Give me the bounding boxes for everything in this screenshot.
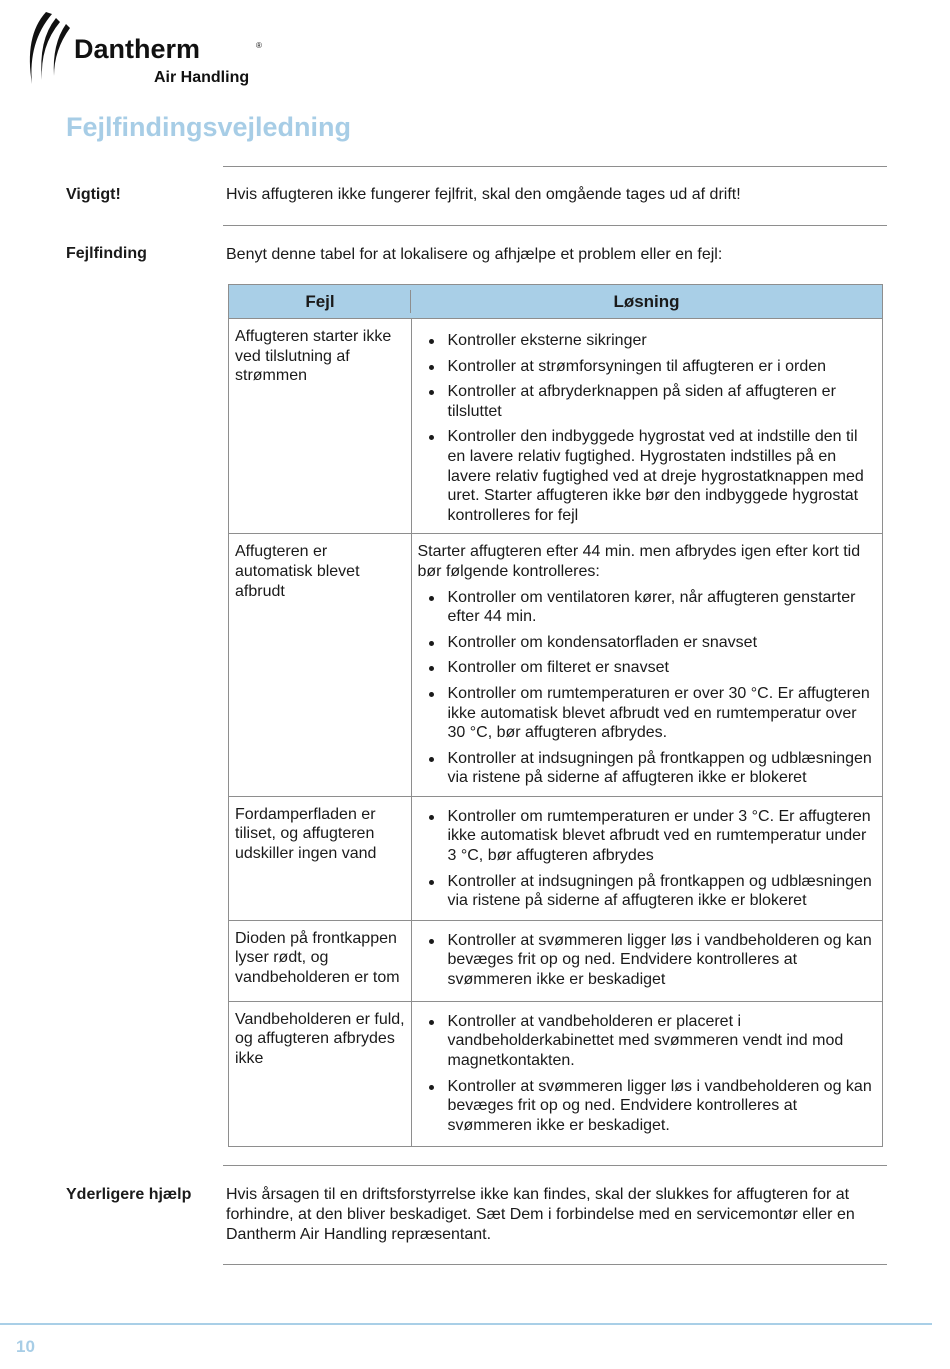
troubleshooting-label: Fejlfinding [66,245,147,262]
table-header-row [229,285,883,319]
divider [223,1165,887,1166]
important-label: Vigtigt! [66,186,121,203]
solution-item: Kontroller at indsugningen på frontkappen og udblæsningen via ristene på siderne af affugteren ikke er blokeret [418,872,877,911]
solution-item: Kontroller den indbyggede hygrostat ved at indstille den til en lavere relativ fugtighed. Hygrostaten indstilles på en lavere relativ fugtighed ved at dreje hygrostatknappen med uret. Starter affugteren ikke bør den indbyggede hygrostat kontrolleres for fejl [418,427,877,525]
further-help-label: Yderligere hjælp [66,1186,192,1203]
page-title: Fejlfindingsvejledning [66,112,352,142]
registered-mark: ® [256,41,262,50]
swoosh-mark-icon [30,12,70,84]
page-number: 10 [16,1337,35,1356]
solution-item: Kontroller at vandbeholderen er placeret i vandbeholderkabinettet med svømmeren vendt ind mod magnetkontakten. [418,1012,877,1071]
solution-item: Kontroller eksterne sikringer [418,331,877,351]
solution-item: Kontroller at afbryderknappen på siden af affugteren er tilsluttet [418,382,877,421]
table-row [229,534,883,797]
solution-cell [411,1001,883,1146]
footer-rule [0,1323,932,1325]
solution-intro: Starter affugteren efter 44 min. men afbrydes igen efter kort tid bør følgende kontrolleres: [417,543,861,580]
solution-cell [411,534,883,797]
fault-cell: Affugteren starter ikke ved tilslutning af strømmen [229,319,412,534]
solution-item: Kontroller at strømforsyningen til affugteren er i orden [418,357,877,377]
table-row [229,920,883,1001]
fault-cell: Fordamperfladen er tiliset, og affugteren udskiller ingen vand [229,796,412,920]
further-help-text: Hvis årsagen til en driftsforstyrrelse ikke kan findes, skal der slukkes for affugteren for at forhindre, at den bliver beskadiget. Sæt Dem i forbindelse med en servicemontør eller en Dantherm Air Handling repræsentant. [226,1186,855,1243]
table-row [229,796,883,920]
fault-cell: Affugteren er automatisk blevet afbrudt [229,534,412,797]
solution-item: Kontroller om filteret er snavset [418,658,877,678]
dantherm-logo [16,6,266,88]
divider [223,1264,887,1265]
solution-cell [411,920,883,1001]
divider [223,225,887,226]
fault-column-header: Fejl [229,285,412,319]
fault-cell: Dioden på frontkappen lyser rødt, og vandbeholderen er tom [229,920,412,1001]
troubleshooting-text: Benyt denne tabel for at lokalisere og afhjælpe et problem eller en fejl: [226,246,723,263]
table-row [229,319,883,534]
solution-item: Kontroller at svømmeren ligger løs i vandbeholderen og kan bevæges frit op og ned. Endvidere kontrolleres at svømmeren ikke er beskadiget [418,931,877,990]
solution-column-header: Løsning [411,285,883,319]
troubleshooting-table [228,284,883,1147]
solution-item: Kontroller om ventilatoren kører, når affugteren genstarter efter 44 min. [418,588,877,627]
important-text: Hvis affugteren ikke fungerer fejlfrit, skal den omgående tages ud af drift! [226,186,741,203]
solution-item: Kontroller om rumtemperaturen er under 3 °C. Er affugteren ikke automatisk blevet afbrudt ved en rumtemperatur under 3 °C, bør affugteren afbrydes [418,807,877,866]
solution-item: Kontroller at indsugningen på frontkappen og udblæsningen via ristene på siderne af affugteren ikke er blokeret [418,749,877,788]
solution-cell [411,796,883,920]
solution-item: Kontroller om rumtemperaturen er over 30 °C. Er affugteren ikke automatisk blevet afbrudt ved en rumtemperatur over 30 °C, bør affugteren afbrydes. [418,684,877,743]
fault-cell: Vandbeholderen er fuld, og affugteren afbrydes ikke [229,1001,412,1146]
divider [223,166,887,167]
solution-cell [411,319,883,534]
solution-item: Kontroller om kondensatorfladen er snavset [418,633,877,653]
table-row [229,1001,883,1146]
brand-name: Dantherm [74,34,201,64]
brand-subtitle: Air Handling [154,69,250,86]
solution-item: Kontroller at svømmeren ligger løs i vandbeholderen og kan bevæges frit op og ned. Endvidere kontrolleres at svømmeren ikke er beskadiget. [418,1077,877,1136]
